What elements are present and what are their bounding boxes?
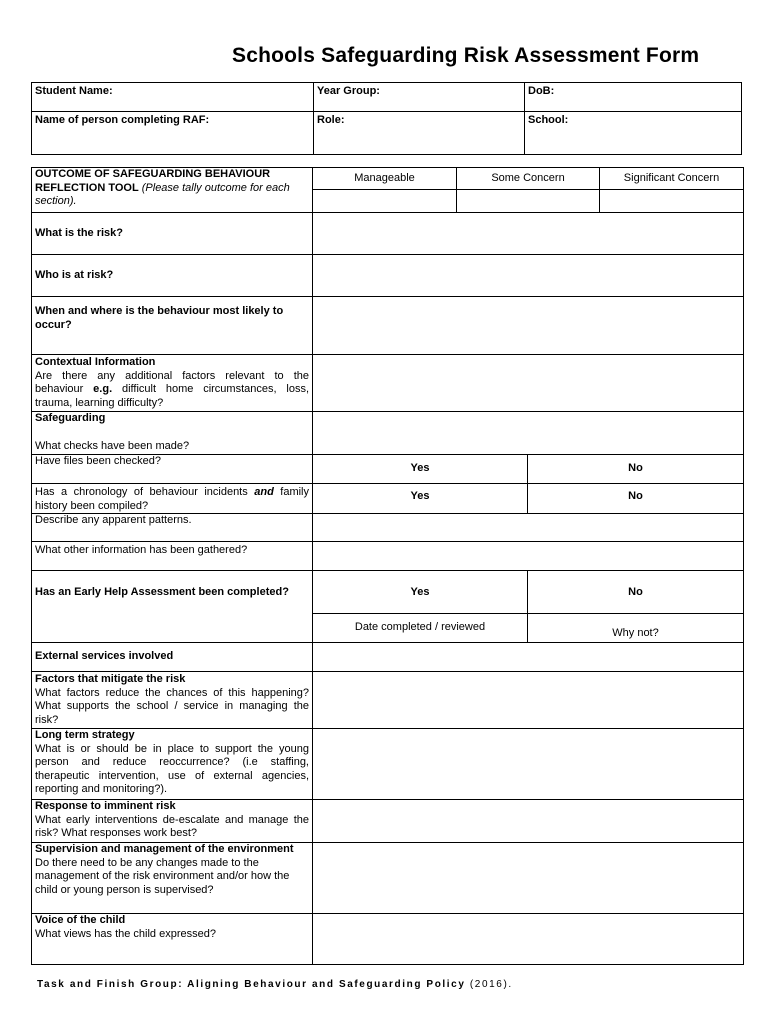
risk-question: What is the risk? xyxy=(32,213,313,255)
safeguarding-question xyxy=(32,412,313,455)
student-name-field[interactable] xyxy=(32,83,314,112)
supervision-title: Supervision and management of the environment xyxy=(35,843,294,855)
chronology-no[interactable]: No xyxy=(528,484,744,514)
who-question: Who is at risk? xyxy=(32,255,313,297)
person-completing-label: Name of person completing RAF: xyxy=(35,114,210,126)
risk-assessment-table xyxy=(31,167,744,965)
person-completing-field[interactable] xyxy=(32,112,314,155)
imminent-answer[interactable] xyxy=(313,800,744,843)
why-not-field[interactable]: Why not? xyxy=(528,614,744,643)
other-info-question xyxy=(32,542,313,571)
supervision-body: Do there need to be any changes made to the management of the risk environment and/or how the child or young person is supervised? xyxy=(35,856,290,896)
early-help-question xyxy=(32,571,313,643)
checks-made-text: What checks have been made? xyxy=(35,439,190,452)
outcome-note: (Please tally outcome for each section). xyxy=(35,181,290,207)
year-group-field[interactable] xyxy=(314,83,525,112)
early-help-yes[interactable]: Yes xyxy=(313,571,528,614)
manageable-label: Manageable xyxy=(354,172,415,184)
safeguarding-title: Safeguarding xyxy=(35,412,106,424)
mitigate-answer[interactable] xyxy=(313,672,744,729)
manageable-header xyxy=(313,168,457,190)
significant-concern-tally[interactable] xyxy=(600,190,744,213)
long-term-body: What is or should be in place to support the young person and reduce reoccurrence? (i.e staffing, therapeutic intervention, use of external agencies, reporting and monitoring?). xyxy=(35,742,309,795)
voice-question xyxy=(32,914,313,965)
chronology-yes[interactable]: Yes xyxy=(313,484,528,514)
footer-group: Task and Finish Group: Aligning Behaviour and Safeguarding Policy xyxy=(37,979,466,990)
year-group-label: Year Group: xyxy=(317,85,380,97)
mitigate-title: Factors that mitigate the risk xyxy=(35,673,186,685)
who-answer[interactable] xyxy=(313,255,744,297)
other-info-answer[interactable] xyxy=(313,542,744,571)
imminent-title: Response to imminent risk xyxy=(35,800,176,812)
files-checked-no[interactable]: No xyxy=(528,455,744,484)
contextual-title: Contextual Information xyxy=(35,356,156,368)
imminent-body: What early interventions de-escalate and manage the risk? What responses work best? xyxy=(35,813,309,839)
mitigate-body: What factors reduce the chances of this happening? What supports the school / service in managing the risk? xyxy=(35,686,309,726)
voice-title: Voice of the child xyxy=(35,914,126,926)
student-details-table xyxy=(31,82,742,155)
voice-body: What views has the child expressed? xyxy=(35,927,216,940)
checks-made-answer[interactable] xyxy=(313,412,744,455)
school-field[interactable] xyxy=(525,112,742,155)
student-name-label: Student Name: xyxy=(35,85,113,97)
risk-answer[interactable] xyxy=(313,213,744,255)
early-help-text: Has an Early Help Assessment been completed? xyxy=(35,586,289,598)
supervision-question xyxy=(32,843,313,914)
role-field[interactable] xyxy=(314,112,525,155)
role-label: Role: xyxy=(317,114,345,126)
manageable-tally[interactable] xyxy=(313,190,457,213)
outcome-heading-cell xyxy=(32,168,313,213)
some-concern-header xyxy=(457,168,600,190)
mitigate-question xyxy=(32,672,313,729)
long-term-question xyxy=(32,729,313,800)
files-checked-question: Have files been checked? xyxy=(32,455,313,484)
files-checked-yes[interactable]: Yes xyxy=(313,455,528,484)
significant-concern-label: Significant Concern xyxy=(623,172,720,184)
when-where-text: When and where is the behaviour most likely to occur? xyxy=(35,305,284,331)
when-where-answer[interactable] xyxy=(313,297,744,355)
some-concern-label: Some Concern xyxy=(491,172,565,184)
some-concern-tally[interactable] xyxy=(457,190,600,213)
date-completed-field[interactable]: Date completed / reviewed xyxy=(313,614,528,643)
when-where-question xyxy=(32,297,313,355)
early-help-no[interactable]: No xyxy=(528,571,744,614)
patterns-question: Describe any apparent patterns. xyxy=(32,514,313,542)
contextual-answer[interactable] xyxy=(313,355,744,412)
significant-concern-header xyxy=(600,168,744,190)
patterns-answer[interactable] xyxy=(313,514,744,542)
supervision-answer[interactable] xyxy=(313,843,744,914)
school-label: School: xyxy=(528,114,569,126)
chronology-question: Has a chronology of behaviour incidents and family history been compiled? xyxy=(32,484,313,514)
external-services-answer[interactable] xyxy=(313,643,744,672)
footer xyxy=(37,979,513,990)
outcome-heading: OUTCOME OF SAFEGUARDING BEHAVIOUR REFLECTION TOOL xyxy=(35,168,271,194)
external-services-question: External services involved xyxy=(32,643,313,672)
footer-year: (2016). xyxy=(469,979,513,990)
voice-answer[interactable] xyxy=(313,914,744,965)
long-term-answer[interactable] xyxy=(313,729,744,800)
imminent-question xyxy=(32,800,313,843)
dob-label: DoB: xyxy=(528,85,555,97)
dob-field[interactable] xyxy=(525,83,742,112)
other-info-text: What other information has been gathered? xyxy=(35,544,248,556)
contextual-body: Are there any additional factors relevant to the behaviour e.g. difficult home circumstances, loss, trauma, learning difficulty? xyxy=(35,369,309,409)
contextual-question xyxy=(32,355,313,412)
page-title: Schools Safeguarding Risk Assessment Form xyxy=(232,44,700,67)
long-term-title: Long term strategy xyxy=(35,729,135,741)
